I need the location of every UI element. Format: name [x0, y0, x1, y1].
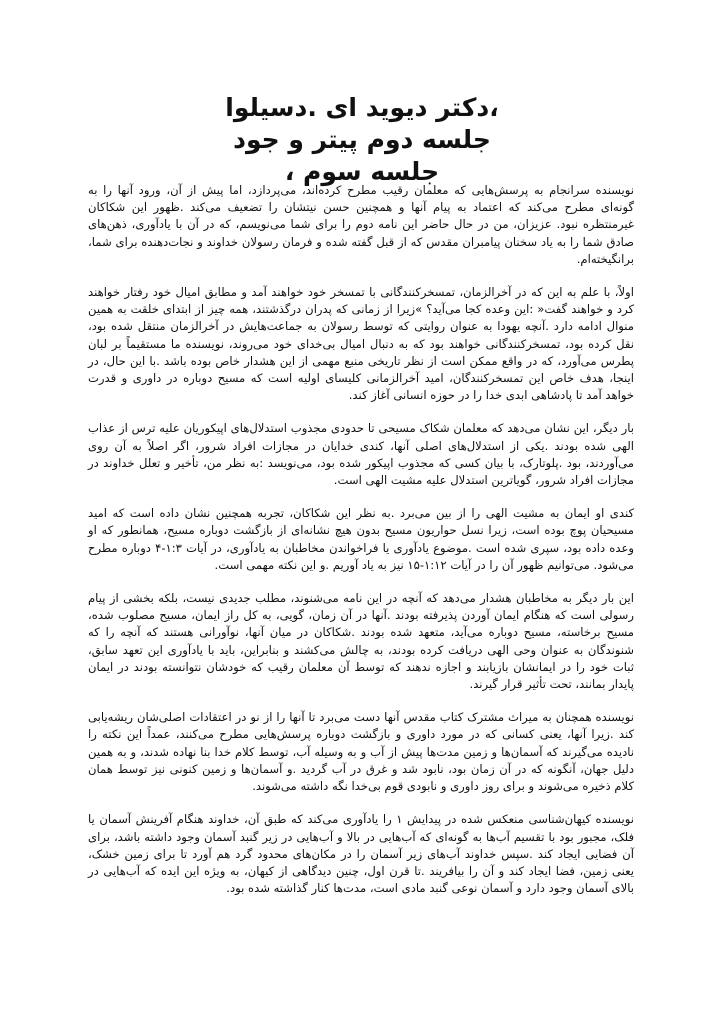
document-body — [88, 182, 634, 913]
paragraph-1: نویسنده سرانجام به پرسش‌هایی که معلمان رقیب مطرح کرده‌اند، می‌پردازد، اما پیش از آن، ورود آنها را به گونه‌ای مطرح می‌کند که اعتماد به پیام آنها و همچنین حسن نیتشان را تضعیف می‌کند .ظهور این شکاکان غیرمنتظره نبود. عزیزان، من در حال حاضر این نامه دوم را برای شما می‌نویسم، که در آن با یادآوری، ذهن‌های صادق شما را به یاد سخنان پیامبران مقدس که از قبل گفته شده و فرمان رسولان خداوند و نجات‌دهنده برای شما، برانگیخته‌ام. — [88, 183, 634, 266]
paragraph-4: کندی او ایمان به مشیت الهی را از بین می‌برد .به نظر این شکاکان، تجربه همچنین نشان داده است که امید مسیحیان پوچ بوده است، زیرا نسل حواریون مسیح بدون هیچ نشانه‌ای از بازگشت دوباره مسیح، همانطور که او وعده داده بود، سپری شده است .موضوع یادآوری یا فراخواندن مخاطبان به یادآوری، در آیات ۱:۳-۴ دوباره مطرح می‌شود. می‌توانیم ظهور آن را در آیات ۱:۱۲-۱۵ نیز به یاد آوریم .و این نکته مهمی است. — [88, 506, 634, 572]
paragraph-7: نویسنده کیهان‌شناسی منعکس شده در پیدایش ۱ را یادآوری می‌کند که طبق آن، خداوند هنگام آفرینش آسمان یا فلک، مجبور بود با تقسیم آب‌ها به گونه‌ای که آب‌هایی در بالا و آب‌هایی در زیر گنبد آسمان وجود داشته باشد، برای آن فضایی ایجاد کند .سپس خداوند آب‌های زیر آسمان را در مکان‌های محدود گرد هم آورد تا برای زمین خشک، یعنی زمین، فضا ایجاد کند و آن را بیافریند .تا قرن اول، چنین دیدگاهی از کیهان، به ویژه این ایده که آب‌هایی در بالای آسمان وجود دارد و آسمان نوعی گنبد مادی است، مدت‌ها کنار گذاشته شده بود. — [88, 812, 634, 896]
title-line-session-three: جلسه سوم ، — [284, 157, 440, 186]
paragraph-5: این بار دیگر به مخاطبان هشدار می‌دهد که آنچه در این نامه می‌شنوند، مطلب جدیدی نیست، بلکه بخشی از پیام رسولی است که هنگام ایمان آوردن پذیرفته بودند .آنها در آن زمان، گویی، به کل راز ایمان، مسیح مصلوب شده، مسیح برخاسته، مسیح دوباره می‌آید، متعهد شده بودند .شکاکان در میان آنها، نوآورانی هستند که آنچه را که شنوندگان به عنوان وحی الهی دریافت کرده بودند، به چالش می‌کشند و بنابراین، باید با یادآوری این تعهد سابق، ثبات خود را در ایمانشان بازیابند و اجازه ندهند که توسط آن معلمان رقیب که خودشان نتوانسته بودند در ایمان پایدار بمانند، تحت تأثیر قرار گیرند. — [88, 591, 634, 692]
paragraph-2: اولاً، با علم به این که در آخرالزمان، تمسخرکنندگانی با تمسخر خود خواهند آمد و مطابق امیال خود رفتار خواهند کرد و خواهند گفت« :این وعده کجا می‌آید؟ »زیرا از زمانی که پدران درگذشتند، همه چیز از ابتدای خلقت به همین منوال ادامه دارد .آنچه یهودا به عنوان روایتی که توسط رسولان به جماعت‌هایش در آخرالزمان منتقل شده بود، نقل کرده بود، تمسخرکنندگانی خواهند بود که به دنبال امیال بی‌خدای خود می‌روند، نویسنده ما مستقیماً بر لبان پطرس می‌آورد، که در واقع ممکن است از نظر تاریخی منبع مهمی از این هشدار خاص بوده باشد .با این حال، در اینجا، هدف خاص این تمسخرکنندگان، امید آخرالزمانی کلیسای اولیه است که مسیح دوباره در داوری و قدرت خواهد آمد تا پادشاهی ابدی خدا را در حوزه انسانی آغاز کند. — [88, 285, 634, 403]
paragraph-3: بار دیگر، این نشان می‌دهد که معلمان شکاک مسیحی تا حدودی مجذوب استدلال‌های اپیکوریان علیه ترس از عذاب الهی شده بودند .یکی از استدلال‌های اصلی آنها، کندی خدایان در مجازات افراد شرور، اگر اصلاً به آن روی می‌آوردند، بود .پلوتارک، با بیان کسی که مجذوب اپیکور شده بود، می‌نویسد :به نظر من، تأخیر و تعلل خداوند در مجازات افراد شرور، گویاترین استدلال علیه مشیت الهی است. — [88, 421, 634, 488]
paragraph-6: نویسنده همچنان به میراث مشترک کتاب مقدس آنها دست می‌برد تا آنها را از نو در اعتقادات اصلی‌شان ریشه‌یابی کند .زیرا آنها، یعنی کسانی که در مورد داوری و بازگشت دوباره پرسش‌هایی مطرح می‌کنند، عمداً این نکته را نادیده می‌گیرند که آسمان‌ها و زمین مدت‌ها پیش از آب و به وسیله آب، توسط کلام خدا بنا نهاده شدند، و به همین دلیل جهان، آنگونه که در آن زمان بود، نابود شد و غرق در آب گردید .و آسمان‌ها و زمین کنونی نیز توسط همان کلام ذخیره می‌شوند و برای روز داوری و نابودی قوم بی‌خدا نگه داشته می‌شوند. — [88, 710, 634, 794]
title-line-author: ،دکتر دیوید ای .دسیلوا — [225, 93, 499, 122]
title-line-session-two: جلسه دوم پیتر و جود — [233, 125, 491, 154]
document-title — [0, 92, 724, 188]
